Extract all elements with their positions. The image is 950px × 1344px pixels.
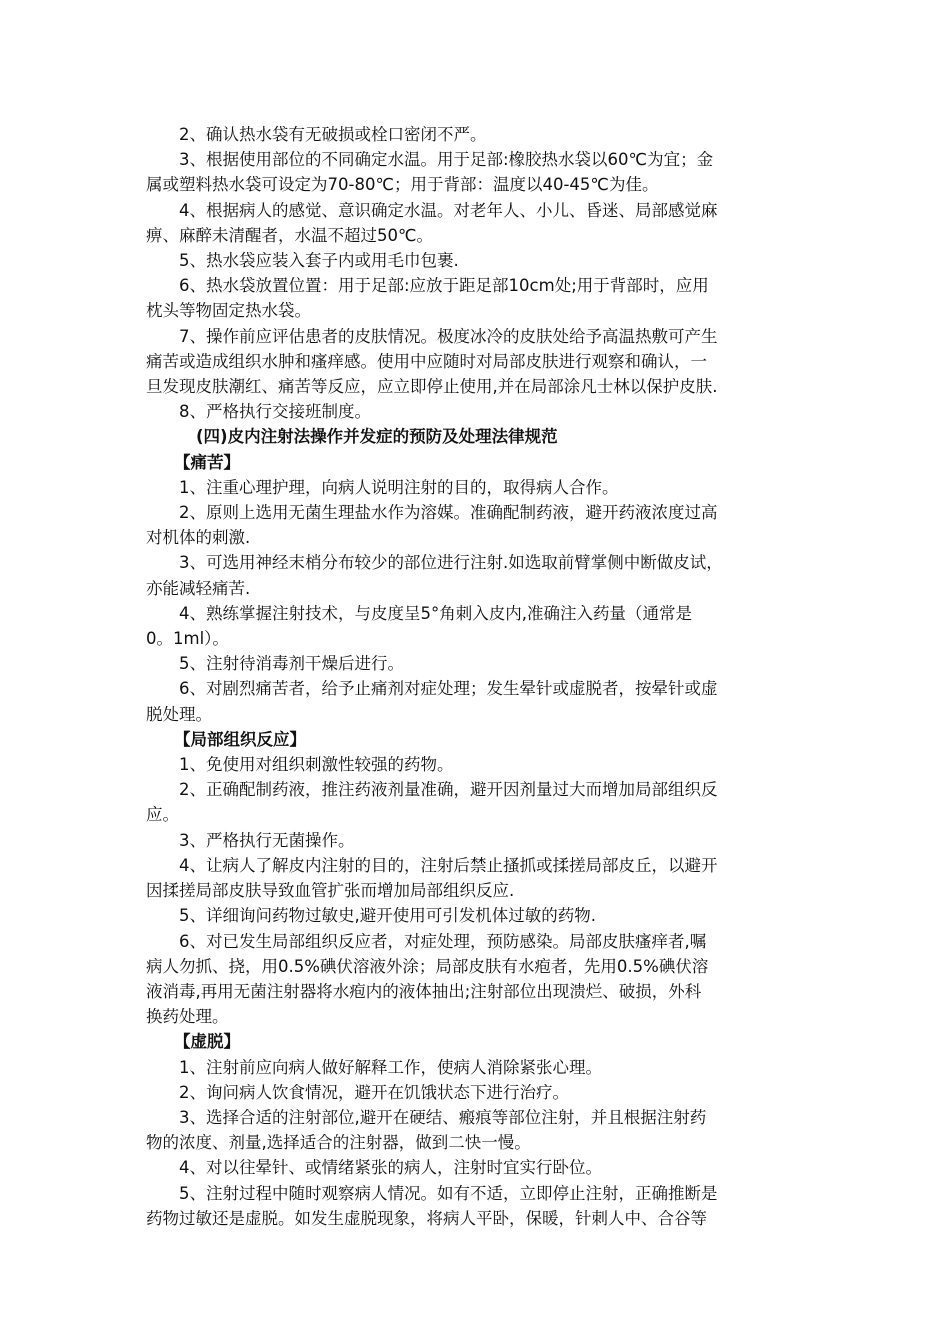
section-heading: (四)皮内注射法操作并发症的预防及处理法律规范 [196,427,558,447]
paragraph-line: 1、注射前应向病人做好解释工作，使病人消除紧张心理。 [179,1057,602,1077]
paragraph-line: 3、根据使用部位的不同确定水温。用于足部:橡胶热水袋以60℃为宜；金 [179,150,714,170]
paragraph-line: 3、选择合适的注射部位,避开在硬结、瘢痕等部位注射，并且根据注射药 [179,1107,707,1127]
paragraph-continuation-line: 换药处理。 [146,1007,229,1027]
paragraph-continuation-line: 病人勿抓、挠，用0.5%碘伏溶液外涂；局部皮肤有水疱者，先用0.5%碘伏溶 [146,956,709,976]
paragraph-line: 5、注射待消毒剂干燥后进行。 [179,654,404,674]
paragraph-line: 5、详细询问药物过敏史,避开使用可引发机体过敏的药物. [179,906,596,926]
paragraph-continuation-line: 液消毒,再用无菌注射器将水疱内的液体抽出;注射部位出现溃烂、破损，外科 [146,981,702,1001]
paragraph-continuation-line: 亦能减轻痛苦. [146,578,251,598]
paragraph-continuation-line: 对机体的刺激. [146,528,251,548]
paragraph-line: 5、注射过程中随时观察病人情况。如有不适，立即停止注射，正确推断是 [179,1183,718,1203]
paragraph-line: 3、可选用神经末梢分布较少的部位进行注射.如选取前臂掌侧中断做皮试， [179,553,723,573]
paragraph-line: 5、热水袋应装入套子内或用毛巾包裹. [179,251,459,271]
paragraph-continuation-line: 旦发现皮肤潮红、痛苦等反应，应立即停止使用,并在局部涂凡士林以保护皮肤. [146,377,718,397]
paragraph-continuation-line: 属或塑料热水袋可设定为70-80℃；用于背部：温度以40-45℃为佳。 [146,175,659,195]
paragraph-line: 2、正确配制药液，推注药液剂量准确，避开因剂量过大而增加局部组织反 [179,780,718,800]
paragraph-line: 1、注重心理护理，向病人说明注射的目的，取得病人合作。 [179,477,619,497]
subsection-heading: 【虚脱】 [174,1032,240,1052]
subsection-heading: 【痛苦】 [174,452,240,472]
paragraph-line: 2、原则上选用无菌生理盐水作为溶媒。准确配制药液，避开药液浓度过高 [179,503,718,523]
paragraph-continuation-line: 药物过敏还是虚脱。如发生虚脱现象，将病人平卧，保暖，针刺人中、合谷等 [146,1208,707,1228]
paragraph-continuation-line: 应。 [146,805,179,825]
paragraph-continuation-line: 物的浓度、剂量,选择适合的注射器，做到二快一慢。 [146,1133,531,1153]
paragraph-line: 2、询问病人饮食情况，避开在饥饿状态下进行治疗。 [179,1082,569,1102]
paragraph-line: 1、免使用对组织刺激性较强的药物。 [179,755,454,775]
document-body [146,122,810,1231]
paragraph-line: 3、严格执行无菌操作。 [179,830,355,850]
paragraph-continuation-line: 枕头等物固定热水袋。 [146,301,311,321]
paragraph-line: 6、对已发生局部组织反应者，对症处理，预防感染。局部皮肤瘙痒者,嘱 [179,931,707,951]
paragraph-continuation-line: 痹、麻醉未清醒者，水温不超过50℃。 [146,225,434,245]
paragraph-line: 4、熟练掌握注射技术，与皮度呈5°角刺入皮内,准确注入药量（通常是 [179,603,692,623]
paragraph-continuation-line: 因揉搓局部皮肤导致血管扩张而增加局部组织反应. [146,881,515,901]
paragraph-line: 4、对以往晕针、或情绪紧张的病人，注射时宜实行卧位。 [179,1158,602,1178]
paragraph-continuation-line: 痛苦或造成组织水肿和瘙痒感。使用中应随时对局部皮肤进行观察和确认，一 [146,351,707,371]
paragraph-line: 8、严格执行交接班制度。 [179,402,371,422]
paragraph-line: 7、操作前应评估患者的皮肤情况。极度冰冷的皮肤处给予高温热敷可产生 [179,326,718,346]
paragraph-continuation-line: 0。1ml）。 [146,629,229,649]
subsection-heading: 【局部组织反应】 [174,729,306,749]
paragraph-line: 4、根据病人的感觉、意识确定水温。对老年人、小儿、昏迷、局部感觉麻 [179,200,718,220]
paragraph-line: 6、对剧烈痛苦者，给予止痛剂对症处理；发生晕针或虚脱者，按晕针或虚 [179,679,718,699]
paragraph-line: 2、确认热水袋有无破损或栓口密闭不严。 [179,125,487,144]
paragraph-line: 6、热水袋放置位置：用于足部:应放于距足部10cm处;用于背部时，应用 [179,276,709,296]
paragraph-line: 4、让病人了解皮内注射的目的，注射后禁止搔抓或揉搓局部皮丘，以避开 [179,855,718,875]
paragraph-continuation-line: 脱处理。 [146,704,212,724]
